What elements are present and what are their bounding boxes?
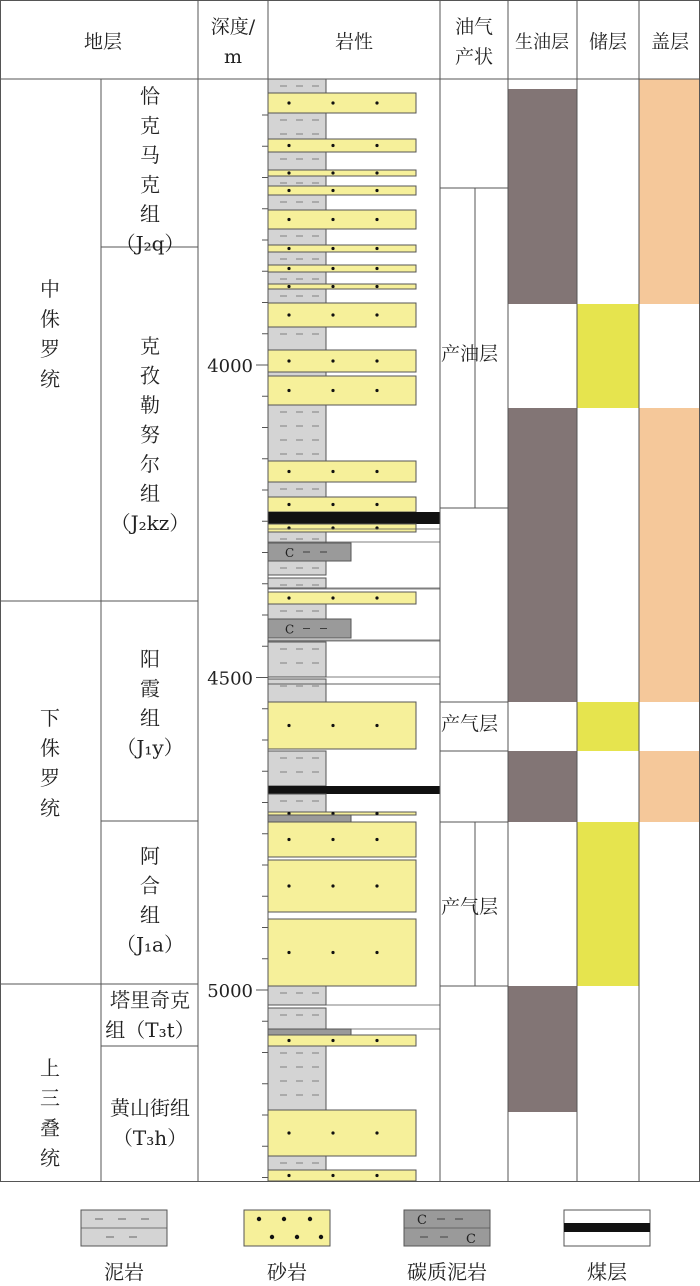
mudstone-bed	[268, 679, 326, 702]
mudstone-bed	[268, 372, 326, 376]
mudstone-bed	[268, 229, 326, 245]
source-rock-band	[508, 986, 577, 1112]
formation-label: 合	[140, 873, 160, 898]
formation-label: 勒	[140, 393, 160, 417]
carbon-mark: C	[285, 546, 295, 560]
sandstone-bed	[268, 186, 416, 195]
legend-item-mudstone	[81, 1210, 167, 1284]
legend-label-mudstone: 泥岩	[104, 1260, 144, 1284]
reservoir-band	[577, 702, 639, 751]
sandstone-bed	[268, 210, 416, 229]
series-label-char: 侏	[40, 307, 60, 331]
mudstone-bed	[268, 642, 326, 677]
depth-labels	[207, 356, 253, 1002]
depth-label: 5000	[207, 981, 253, 1002]
formation-label: 塔里奇克	[110, 988, 190, 1012]
formation-label: 组（T₃t）	[105, 1018, 195, 1042]
series-label-char: 下	[40, 706, 60, 730]
sandstone-bed	[268, 524, 416, 532]
formation-label: （J₂q）	[115, 231, 185, 256]
depth-label: 4500	[207, 668, 253, 690]
mudstone-bed	[268, 1008, 326, 1029]
sandstone-bed	[268, 170, 416, 176]
mudstone-bed	[268, 578, 326, 588]
source-rock-band	[508, 751, 577, 822]
formation-label: 恰	[140, 84, 160, 108]
mudstone-bed	[268, 176, 326, 186]
cap-rock-band	[639, 408, 700, 702]
mudstone-bed	[268, 289, 326, 303]
header-source: 生油层	[515, 32, 569, 53]
formation-label: 组	[140, 202, 160, 226]
oil-producing-label: 产油层	[441, 343, 499, 365]
legend-label-coal: 煤层	[587, 1260, 627, 1284]
series-label-char: 三	[40, 1086, 60, 1110]
series-label-char: 统	[40, 1146, 60, 1170]
oilgas-labels	[441, 343, 498, 918]
carbon-mudstone-bed	[268, 543, 351, 561]
mudstone-bed	[268, 986, 326, 1005]
formation-labels	[105, 84, 194, 1150]
series-label-char: 中	[40, 277, 60, 301]
formation-label: 马	[140, 143, 160, 167]
formation-label: （J₁a）	[116, 932, 184, 957]
carbon-mudstone-bed	[268, 619, 351, 638]
header-oilgas-line1: 油气	[454, 16, 494, 38]
mudstone-bed	[268, 1156, 326, 1170]
lithology-column	[268, 79, 440, 1181]
mudstone-bed	[268, 195, 326, 210]
mudstone-bed	[268, 113, 326, 139]
mudstone-bed	[268, 794, 326, 812]
sandstone-bed	[268, 93, 416, 113]
sandstone-bed	[268, 265, 416, 272]
formation-label: 黄山街组	[110, 1096, 190, 1120]
header-depth-line2: m	[223, 46, 243, 68]
sandstone-bed	[268, 303, 416, 327]
mudstone-bed	[268, 405, 326, 461]
mudstone-bed	[268, 604, 326, 619]
sandstone-bed	[268, 592, 416, 604]
sandstone-bed	[268, 1110, 416, 1156]
series-label-char: 统	[40, 367, 60, 391]
sandstone-bed	[268, 245, 416, 252]
legend-item-sandstone	[244, 1210, 330, 1284]
formation-label: 克	[140, 113, 160, 138]
legend-item-carbon-mudstone	[404, 1210, 490, 1284]
header-row	[84, 16, 689, 68]
cap-rock-band	[639, 751, 700, 822]
sandstone-bed	[268, 919, 416, 986]
reservoir-band	[577, 304, 639, 408]
formation-label: 组	[140, 903, 160, 927]
series-label-char: 上	[40, 1056, 60, 1080]
formation-label: 孜	[140, 363, 160, 388]
mudstone-bed	[268, 482, 326, 497]
series-label-char: 侏	[40, 736, 60, 760]
sandstone-bed	[268, 376, 416, 405]
formation-label: 克	[140, 334, 160, 358]
mudstone-bed	[268, 252, 326, 265]
coal-bed	[268, 512, 440, 524]
source-rock-band	[508, 408, 577, 702]
sandstone-bed	[268, 1170, 416, 1181]
mudstone-bed	[268, 1046, 326, 1110]
formation-label: 组	[140, 481, 160, 506]
sandstone-bed	[268, 702, 416, 749]
carbon-mark: C	[285, 622, 295, 637]
formation-label: 阿	[140, 844, 160, 868]
mudstone-bed	[268, 751, 326, 786]
formation-label: （T₃h）	[112, 1126, 188, 1150]
header-depth-line1: 深度/	[210, 16, 256, 38]
sandstone-bed	[268, 284, 416, 289]
depth-ticks	[256, 115, 268, 1178]
sandstone-bed	[268, 461, 416, 482]
depth-label: 4000	[207, 356, 253, 377]
mudstone-bed	[268, 152, 326, 170]
formation-label: （J₂kz）	[110, 511, 190, 535]
sandstone-bed	[268, 350, 416, 372]
sandstone-bed	[268, 860, 416, 912]
header-strata: 地层	[83, 31, 123, 53]
header-oilgas-line2: 产状	[454, 46, 494, 68]
series-label-char: 叠	[40, 1116, 60, 1140]
reservoir-band	[577, 822, 639, 986]
header-lithology: 岩性	[334, 31, 374, 53]
sandstone-bed	[268, 139, 416, 152]
formation-label: 克	[140, 172, 160, 197]
mudstone-bed	[268, 79, 326, 93]
legend-label-sandstone: 砂岩	[267, 1260, 307, 1284]
header-cap: 盖层	[650, 31, 690, 53]
formation-label: 尔	[140, 452, 160, 476]
mudstone-bed	[268, 532, 326, 543]
formation-label: 组	[140, 706, 160, 730]
sandstone-bed	[268, 1035, 416, 1046]
formation-label: 霞	[140, 676, 160, 701]
sandstone-bed	[268, 497, 416, 512]
formation-label: 阳	[140, 647, 160, 671]
series-label-char: 罗	[40, 337, 60, 361]
legend	[81, 1210, 650, 1284]
series-labels	[40, 277, 60, 1170]
mudstone-bed	[268, 327, 326, 350]
formation-label: 努	[140, 422, 160, 447]
coal-bed	[268, 786, 440, 794]
carbon-mudstone-bed	[268, 1029, 351, 1035]
header-reservoir: 储层	[588, 31, 628, 53]
gas-producing-label: 产气层	[441, 896, 499, 918]
series-label-char: 统	[40, 796, 60, 820]
source-rock-band	[508, 89, 577, 304]
cap-rock-band	[639, 79, 700, 304]
sandstone-bed	[268, 822, 416, 857]
petroleum-system-bands	[508, 79, 700, 1112]
mudstone-bed	[268, 561, 326, 575]
mudstone-bed	[268, 272, 326, 284]
carbon-mudstone-bed	[268, 815, 351, 822]
legend-item-coal	[564, 1210, 650, 1284]
legend-label-carbon-mudstone: 碳质泥岩	[407, 1260, 487, 1284]
sandstone-swatch	[244, 1210, 330, 1246]
gas-producing-label: 产气层	[441, 713, 499, 735]
formation-label: （J₁y）	[116, 735, 184, 760]
carbon-mark: C	[417, 1213, 427, 1228]
carbon-mark: C	[466, 1232, 476, 1247]
series-label-char: 罗	[40, 766, 60, 790]
